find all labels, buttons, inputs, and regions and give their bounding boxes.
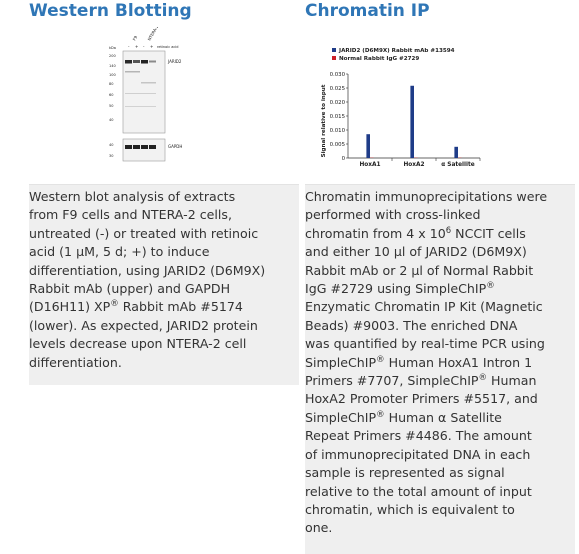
marker-label: 40 bbox=[109, 143, 113, 147]
treatment-sign: + bbox=[135, 44, 138, 49]
caption-line: Enzymatic Chromatin IP Kit (Magnetic bbox=[305, 299, 543, 314]
caption-line: SimpleChIP bbox=[305, 355, 376, 370]
caption-line: Human α Satellite bbox=[385, 410, 502, 425]
bar-jarid2 bbox=[366, 134, 370, 158]
y-tick-label: 0.010 bbox=[330, 128, 346, 134]
y-tick-label: 0.005 bbox=[330, 142, 345, 148]
caption-line: Rabbit mAb or 2 µl of Normal Rabbit bbox=[305, 263, 533, 278]
lane-label-f9: F9 bbox=[132, 34, 139, 41]
y-tick-label: 0.020 bbox=[330, 100, 346, 106]
caption-line: relative to the total amount of input bbox=[305, 484, 532, 499]
marker-label: 80 bbox=[109, 82, 113, 86]
treatment-label: retinoic acid bbox=[157, 45, 179, 49]
blot-band bbox=[149, 61, 156, 63]
caption-line: acid (1 µM, 5 d; +) to induce bbox=[29, 244, 209, 259]
y-tick-label: 0.025 bbox=[330, 86, 345, 92]
blot-band bbox=[133, 60, 140, 63]
blot-band bbox=[133, 145, 140, 149]
western-blot-figure bbox=[29, 27, 291, 177]
chip-bar-chart bbox=[305, 27, 567, 177]
blot-band bbox=[141, 60, 148, 64]
marker-label: 30 bbox=[109, 154, 113, 158]
caption-line: Repeat Primers #4486. The amount bbox=[305, 428, 532, 443]
blot-band bbox=[125, 106, 156, 107]
bar-jarid2 bbox=[454, 147, 458, 158]
caption-line: Chromatin immunoprecipitations were bbox=[305, 189, 547, 204]
marker-label: 140 bbox=[109, 64, 116, 68]
legend-label-igg: Normal Rabbit IgG #2729 bbox=[339, 56, 419, 62]
caption-line: HoxA2 Promoter Primers #5517, and bbox=[305, 391, 538, 406]
western-blotting-title: Western Blotting bbox=[29, 0, 192, 22]
blot-band bbox=[141, 145, 148, 149]
caption-line: levels decrease upon NTERA-2 cell bbox=[29, 336, 246, 351]
chip-chart-figure bbox=[305, 27, 567, 177]
blot-band bbox=[149, 145, 156, 149]
treatment-sign: - bbox=[128, 44, 130, 49]
superscript: 6 bbox=[446, 226, 451, 236]
caption-line: chromatin, which is equivalent to bbox=[305, 502, 515, 517]
registered-mark: ® bbox=[376, 355, 385, 365]
x-tick-label: HoxA1 bbox=[359, 162, 380, 168]
caption-line: NCCIT cells bbox=[451, 226, 526, 241]
x-tick-label: α Satellite bbox=[441, 162, 475, 168]
caption-line: sample is represented as signal bbox=[305, 465, 505, 480]
marker-label: 200 bbox=[109, 54, 116, 58]
caption-line: chromatin from 4 x 10 bbox=[305, 226, 446, 241]
caption-line: Western blot analysis of extracts bbox=[29, 189, 235, 204]
caption-line: untreated (-) or treated with retinoic bbox=[29, 226, 258, 241]
caption-line: (D16H11) XP bbox=[29, 299, 110, 314]
marker-label: 40 bbox=[109, 118, 113, 122]
western-caption bbox=[29, 188, 291, 372]
legend-label-jarid2: JARID2 (D6M9X) Rabbit mAb #13594 bbox=[338, 48, 455, 54]
legend-swatch-jarid2 bbox=[332, 48, 336, 52]
caption-line: differentiation. bbox=[29, 355, 122, 370]
chromatin-ip-title: Chromatin IP bbox=[305, 0, 430, 22]
caption-line: of immunoprecipitated DNA in each bbox=[305, 447, 530, 462]
caption-line: SimpleChIP bbox=[305, 410, 376, 425]
treatment-sign: - bbox=[143, 44, 145, 49]
caption-line: IgG #2729 using SimpleChIP bbox=[305, 281, 486, 296]
caption-line: differentiation, using JARID2 (D6M9X) bbox=[29, 263, 265, 278]
legend-swatch-igg bbox=[332, 56, 336, 60]
caption-line: and either 10 µl of JARID2 (D6M9X) bbox=[305, 244, 527, 259]
caption-line: Primers #7707, SimpleChIP bbox=[305, 373, 479, 388]
chip-caption bbox=[305, 188, 567, 538]
caption-line: Rabbit mAb #5174 bbox=[119, 299, 243, 314]
western-blot-image bbox=[29, 27, 291, 177]
caption-line: performed with cross-linked bbox=[305, 207, 481, 222]
blot-band bbox=[141, 82, 156, 84]
caption-line: from F9 cells and NTERA-2 cells, bbox=[29, 207, 232, 222]
lower-blot-panel bbox=[123, 139, 165, 161]
caption-line: (lower). As expected, JARID2 protein bbox=[29, 318, 258, 333]
blot-band bbox=[125, 145, 132, 149]
caption-line: one. bbox=[305, 520, 332, 535]
marker-label: 50 bbox=[109, 104, 113, 108]
marker-label: 60 bbox=[109, 93, 113, 97]
kda-label: kDa bbox=[109, 46, 116, 50]
blot-band bbox=[125, 93, 156, 94]
blot-band bbox=[125, 71, 140, 73]
y-tick-label: 0.015 bbox=[330, 114, 345, 120]
blot-band bbox=[125, 60, 132, 64]
x-tick-label: HoxA2 bbox=[403, 162, 424, 168]
marker-label: 100 bbox=[109, 73, 116, 77]
caption-line: Beads) #9003. The enriched DNA bbox=[305, 318, 517, 333]
registered-mark: ® bbox=[486, 281, 495, 291]
y-tick-label: 0.030 bbox=[330, 72, 346, 78]
registered-mark: ® bbox=[479, 373, 488, 383]
caption-line: Rabbit mAb (upper) and GAPDH bbox=[29, 281, 230, 296]
lane-label-ntera2: NTERA-2 bbox=[147, 27, 160, 42]
chip-plot-area bbox=[330, 72, 480, 168]
jarid2-label: JARID2 bbox=[167, 59, 182, 64]
caption-line: Human bbox=[487, 373, 536, 388]
caption-line: was quantified by real-time PCR using bbox=[305, 336, 545, 351]
treatment-sign: + bbox=[150, 44, 153, 49]
registered-mark: ® bbox=[376, 410, 385, 420]
y-tick-label: 0 bbox=[342, 156, 346, 162]
gapdh-label: GAPDH bbox=[168, 144, 182, 149]
bar-jarid2 bbox=[410, 86, 414, 158]
caption-line: Human HoxA1 Intron 1 bbox=[385, 355, 533, 370]
y-axis-title: Signal relative to input bbox=[321, 84, 327, 157]
registered-mark: ® bbox=[110, 299, 119, 309]
